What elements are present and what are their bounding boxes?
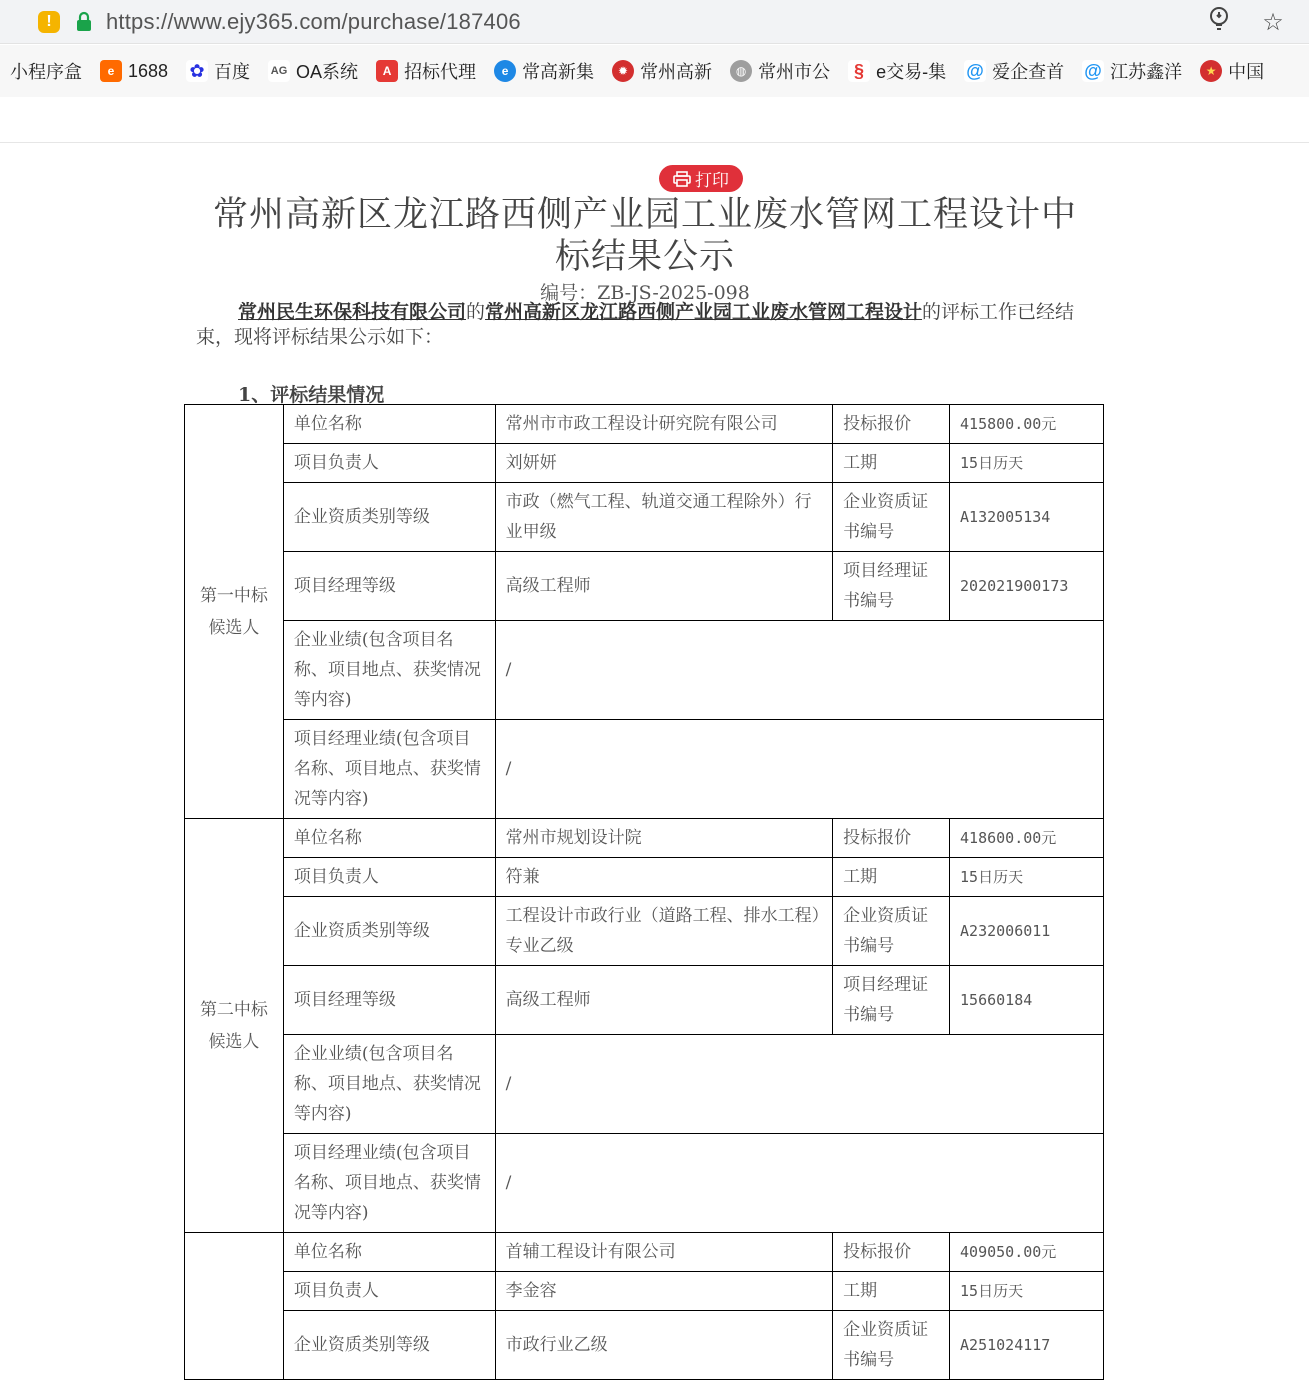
bookmark-item[interactable]: ★ 中国 <box>1200 58 1264 84</box>
bookmark-item[interactable]: § e交易-集 <box>848 58 946 84</box>
page-header-strip <box>0 97 1309 143</box>
bookmark-item[interactable]: ✿ 百度 <box>186 58 250 84</box>
baidu-paw-icon: ✿ <box>186 60 208 82</box>
candidate-rank: 第二中标候选人 <box>185 819 284 1233</box>
bookmark-item[interactable]: 小程序盒 <box>10 62 82 82</box>
bookmark-item[interactable]: AG OA系统 <box>268 58 358 84</box>
table-row: 企业业绩(包含项目名称、项目地点、获奖情况等内容) / <box>185 621 1104 720</box>
globe-icon: ◍ <box>730 60 752 82</box>
table-row: 第一中标候选人 单位名称 常州市市政工程设计研究院有限公司 投标报价 415800.00元 <box>185 405 1104 444</box>
bookmark-item[interactable]: ◍ 常州市公 <box>730 58 830 84</box>
pdf-icon: A <box>376 60 398 82</box>
table-row: 企业资质类别等级 市政行业乙级 企业资质证书编号 A251024117 <box>185 1311 1104 1380</box>
table-row: 第二中标候选人 单位名称 常州市规划设计院 投标报价 418600.00元 <box>185 819 1104 858</box>
e-logo-icon: e <box>494 60 516 82</box>
security-warning-icon[interactable]: ! <box>38 11 60 33</box>
table-row: 企业资质类别等级 市政（燃气工程、轨道交通工程除外）行业甲级 企业资质证书编号 A132005134 <box>185 483 1104 552</box>
table-row: 项目经理等级 高级工程师 项目经理证书编号 15660184 <box>185 966 1104 1035</box>
intro-paragraph: 常州民生环保科技有限公司的常州高新区龙江路西侧产业园工业废水管网工程设计的评标工作已经结束，现将评标结果公示如下： <box>196 301 1075 348</box>
star-bookmark-icon[interactable]: ☆ <box>1262 9 1284 36</box>
bookmark-item[interactable]: @ 爱企查首 <box>964 58 1064 84</box>
e-trade-icon: § <box>848 60 870 82</box>
table-row: 项目负责人 李金容 工期 15日历天 <box>185 1272 1104 1311</box>
project-name: 常州高新区龙江路西侧产业园工业废水管网工程设计 <box>485 301 923 323</box>
page-title: 常州高新区龙江路西侧产业园工业废水管网工程设计中标结果公示 <box>212 195 1077 277</box>
result-table <box>184 404 1104 1380</box>
table-row: 企业业绩(包含项目名称、项目地点、获奖情况等内容) / <box>185 1035 1104 1134</box>
printer-icon <box>673 171 691 187</box>
agency-name: 常州民生环保科技有限公司 <box>238 301 467 323</box>
aiqicha-icon: @ <box>964 60 986 82</box>
table-row: 项目经理业绩(包含项目名称、项目地点、获奖情况等内容) / <box>185 720 1104 819</box>
address-bar <box>0 0 1309 44</box>
table-row: 项目经理业绩(包含项目名称、项目地点、获奖情况等内容) / <box>185 1134 1104 1233</box>
seal-icon: ✹ <box>612 60 634 82</box>
section-heading: 1、评标结果情况 <box>238 384 385 406</box>
oa-icon: AG <box>268 60 290 82</box>
bookmark-item[interactable]: A 招标代理 <box>376 58 476 84</box>
url-field[interactable]: https://www.ejy365.com/purchase/187406 <box>106 9 521 34</box>
aiqicha-icon: @ <box>1082 60 1104 82</box>
bookmark-item[interactable]: ✹ 常州高新 <box>612 58 712 84</box>
document-number: 编号：ZB-JS-2025-098 <box>540 282 750 304</box>
print-button[interactable]: 打印 <box>659 165 743 192</box>
emblem-icon: ★ <box>1200 60 1222 82</box>
bookmarks-bar <box>0 45 1309 97</box>
bookmark-item[interactable]: e 1688 <box>100 60 168 82</box>
1688-icon: e <box>100 60 122 82</box>
lightbulb-icon[interactable] <box>1205 6 1233 39</box>
table-row: 项目负责人 符兼 工期 15日历天 <box>185 858 1104 897</box>
table-row: 企业资质类别等级 工程设计市政行业（道路工程、排水工程）专业乙级 企业资质证书编号 A232006011 <box>185 897 1104 966</box>
bookmark-item[interactable]: @ 江苏鑫洋 <box>1082 58 1182 84</box>
table-row: 项目经理等级 高级工程师 项目经理证书编号 202021900173 <box>185 552 1104 621</box>
candidate-rank: 第一中标候选人 <box>185 405 284 819</box>
candidate-rank <box>185 1233 284 1380</box>
table-row: 单位名称 首辅工程设计有限公司 投标报价 409050.00元 <box>185 1233 1104 1272</box>
table-row: 项目负责人 刘妍妍 工期 15日历天 <box>185 444 1104 483</box>
lock-icon[interactable] <box>74 11 94 33</box>
bookmark-item[interactable]: e 常高新集 <box>494 58 594 84</box>
